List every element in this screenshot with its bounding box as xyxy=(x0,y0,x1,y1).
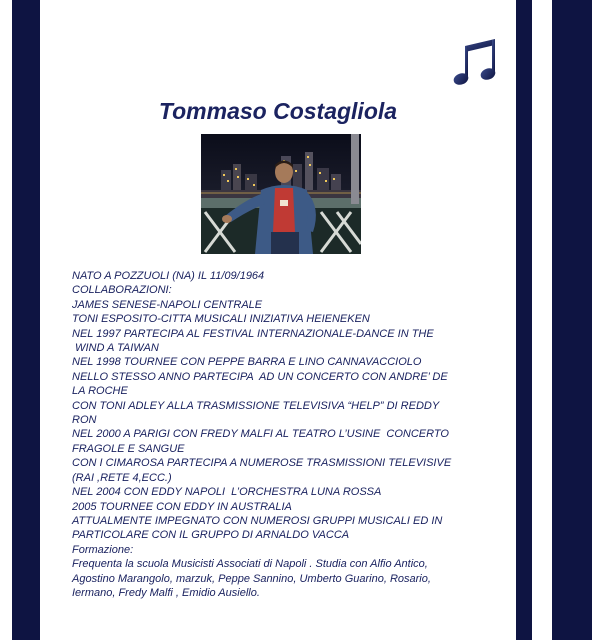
bio-line: COLLABORAZIONI: xyxy=(72,284,172,297)
bio-line: (RAI ,RETE 4,ECC.) xyxy=(72,471,172,484)
music-note-icon xyxy=(452,36,498,88)
bio-line: NELLO STESSO ANNO PARTECIPA AD UN CONCERTO CON ANDRE’ DE xyxy=(72,370,448,383)
bio-line: FRAGOLE E SANGUE xyxy=(72,442,185,455)
bio-line: Iermano, Fredy Malfi , Emidio Ausiello. xyxy=(72,586,260,599)
bio-line: JAMES SENESE-NAPOLI CENTRALE xyxy=(72,298,263,311)
bio-line: LA ROCHE xyxy=(72,385,128,398)
left-navy-stripe xyxy=(12,0,40,640)
page-title: Tommaso Costagliola xyxy=(158,98,398,124)
bio-line: Frequenta la scuola Musicisti Associati di Napoli . Studia con Alfio Antico, xyxy=(72,558,428,571)
bio-line: WIND A TAIWAN xyxy=(72,342,159,355)
bio-line: PARTICOLARE CON IL GRUPPO DI ARNALDO VACCA xyxy=(72,529,350,542)
bio-line: RON xyxy=(72,414,97,427)
bio-line: Agostino Marangolo, marzuk, Peppe Sannino, Umberto Guarino, Rosario, xyxy=(72,572,431,585)
portrait-photo xyxy=(201,134,361,254)
bio-line: NATO A POZZUOLI (NA) IL 11/09/1964 xyxy=(72,270,265,282)
bio-line: ATTUALMENTE IMPEGNATO CON NUMEROSI GRUPPI MUSICALI ED IN xyxy=(72,514,443,527)
bio-line: Formazione: xyxy=(72,543,134,556)
bio-line: NEL 1997 PARTECIPA AL FESTIVAL INTERNAZIONALE-DANCE IN THE xyxy=(72,327,434,340)
middle-navy-stripe xyxy=(516,0,532,640)
right-navy-stripe xyxy=(552,0,592,640)
bio-line: CON TONI ADLEY ALLA TRASMISSIONE TELEVISIVA “HELP” DI REDDY xyxy=(72,399,440,412)
bio-line: NEL 2004 CON EDDY NAPOLI L’ORCHESTRA LUNA ROSSA xyxy=(72,486,382,499)
bio-line: 2005 TOURNEE CON EDDY IN AUSTRALIA xyxy=(72,500,292,513)
biography-text xyxy=(72,269,502,600)
bio-line: NEL 2000 A PARIGI CON FREDY MALFI AL TEATRO L’USINE CONCERTO xyxy=(72,428,449,441)
bio-line: NEL 1998 TOURNEE CON PEPPE BARRA E LINO CANNAVACCIOLO xyxy=(72,356,422,369)
bio-line: TONI ESPOSITO-CITTA MUSICALI INIZIATIVA HEIENEKEN xyxy=(72,313,370,326)
bio-line: CON I CIMAROSA PARTECIPA A NUMEROSE TRASMISSIONI TELEVISIVE xyxy=(72,457,452,470)
